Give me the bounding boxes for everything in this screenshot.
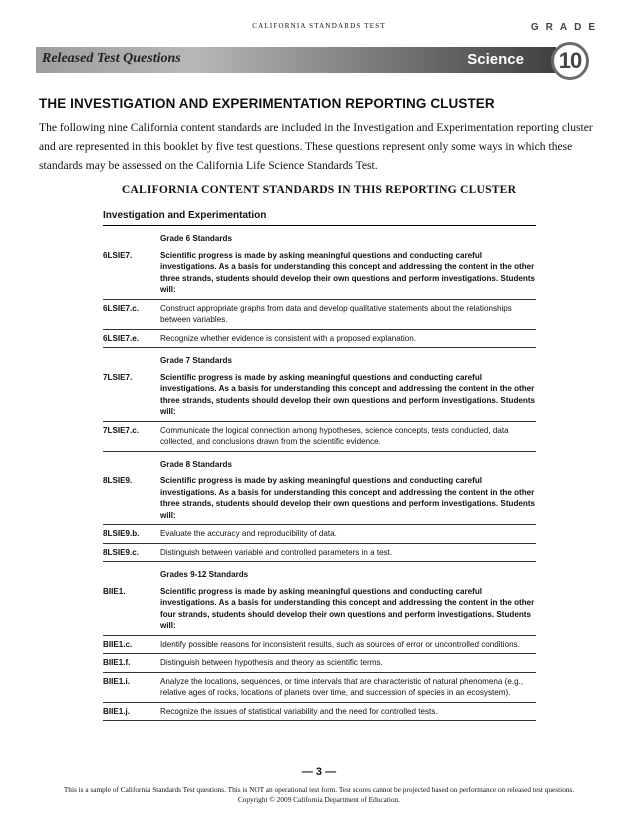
- table-row: 7LSIE7.c. Communicate the logical connection among hypotheses, science concepts, tests conducted, data collected, and conclusions drawn from the scientific evidence.: [103, 422, 536, 452]
- page-number: — 3 —: [301, 766, 337, 778]
- grade-number: 10: [558, 48, 582, 73]
- table-row: 6LSIE7. Scientific progress is made by asking meaningful questions and conducting careful investigations. As a basis for understanding this concept and addressing the content in the other three strands, students should develop their own questions and perform investigations. Students will:: [103, 247, 536, 300]
- section-title: THE INVESTIGATION AND EXPERIMENTATION REPORTING CLUSTER: [39, 96, 495, 111]
- table-row: 6LSIE7.e. Recognize whether evidence is consistent with a proposed explanation.: [103, 330, 536, 349]
- table-row: 8LSIE9.c. Distinguish between variable and controlled parameters in a test.: [103, 544, 536, 563]
- subject-label: Science: [467, 51, 524, 68]
- table-row: BIIE1.c. Identify possible reasons for inconsistent results, such as sources of error or uncontrolled conditions.: [103, 636, 536, 655]
- grade-header: Grades 9-12 Standards: [160, 570, 249, 579]
- section-banner: [36, 47, 556, 73]
- test-title: CALIFORNIA STANDARDS TEST: [252, 22, 386, 30]
- intro-paragraph: The following nine California content standards are included in the Investigation and Experimentation reporting cluster and are represented in this booklet by five test questions. These questions represent only some ways in which these standards may be assessed on the California Life Science Standards Test.: [39, 121, 593, 172]
- grade-header: Grade 7 Standards: [160, 356, 232, 365]
- table-row: BIIE1.f. Distinguish between hypothesis and theory as scientific terms.: [103, 654, 536, 673]
- running-header: [0, 22, 638, 36]
- table-row: 8LSIE9. Scientific progress is made by asking meaningful questions and conducting careful investigations. As a basis for understanding this concept and addressing the content in the other three strands, students should develop their own questions and perform investigations. Students will:: [103, 472, 536, 525]
- footer-disclaimer: This is a sample of California Standards Test questions. This is NOT an operational test form. Test scores cannot be projected based on performance on released test questions. Copyright © 2009 California Department of Education.: [63, 785, 575, 804]
- banner-title: Released Test Questions: [42, 51, 181, 66]
- table-row: 8LSIE9.b. Evaluate the accuracy and reproducibility of data.: [103, 525, 536, 544]
- grade-label: GRADE: [530, 22, 602, 33]
- grade-badge: [551, 42, 589, 80]
- standards-title: CALIFORNIA CONTENT STANDARDS IN THIS REPORTING CLUSTER: [121, 183, 517, 196]
- table-row: BIIE1.j. Recognize the issues of statistical variability and the need for controlled tests.: [103, 703, 536, 722]
- table-heading: Investigation and Experimentation: [103, 208, 536, 226]
- table-row: BIIE1. Scientific progress is made by asking meaningful questions and conducting careful investigations. As a basis for understanding this concept and addressing the content in the other four strands, students should develop their own questions and perform investigations. Students will:: [103, 583, 536, 636]
- standards-table: [103, 208, 536, 721]
- grade-header: Grade 6 Standards: [160, 234, 232, 243]
- table-row: 6LSIE7.c. Construct appropriate graphs from data and develop qualitative statements about the relationships between variables.: [103, 300, 536, 330]
- grade-header: Grade 8 Standards: [160, 459, 232, 469]
- table-row: 7LSIE7. Scientific progress is made by asking meaningful questions and conducting careful investigations. As a basis for understanding this concept and addressing the content in the other three strands, students should develop their own questions and perform investigations. Students will:: [103, 369, 536, 422]
- table-row: BIIE1.i. Analyze the locations, sequences, or time intervals that are characteristic of natural phenomena (e.g., relative ages of rocks, locations of planets over time, and succession of species in an ecosystem).: [103, 673, 536, 703]
